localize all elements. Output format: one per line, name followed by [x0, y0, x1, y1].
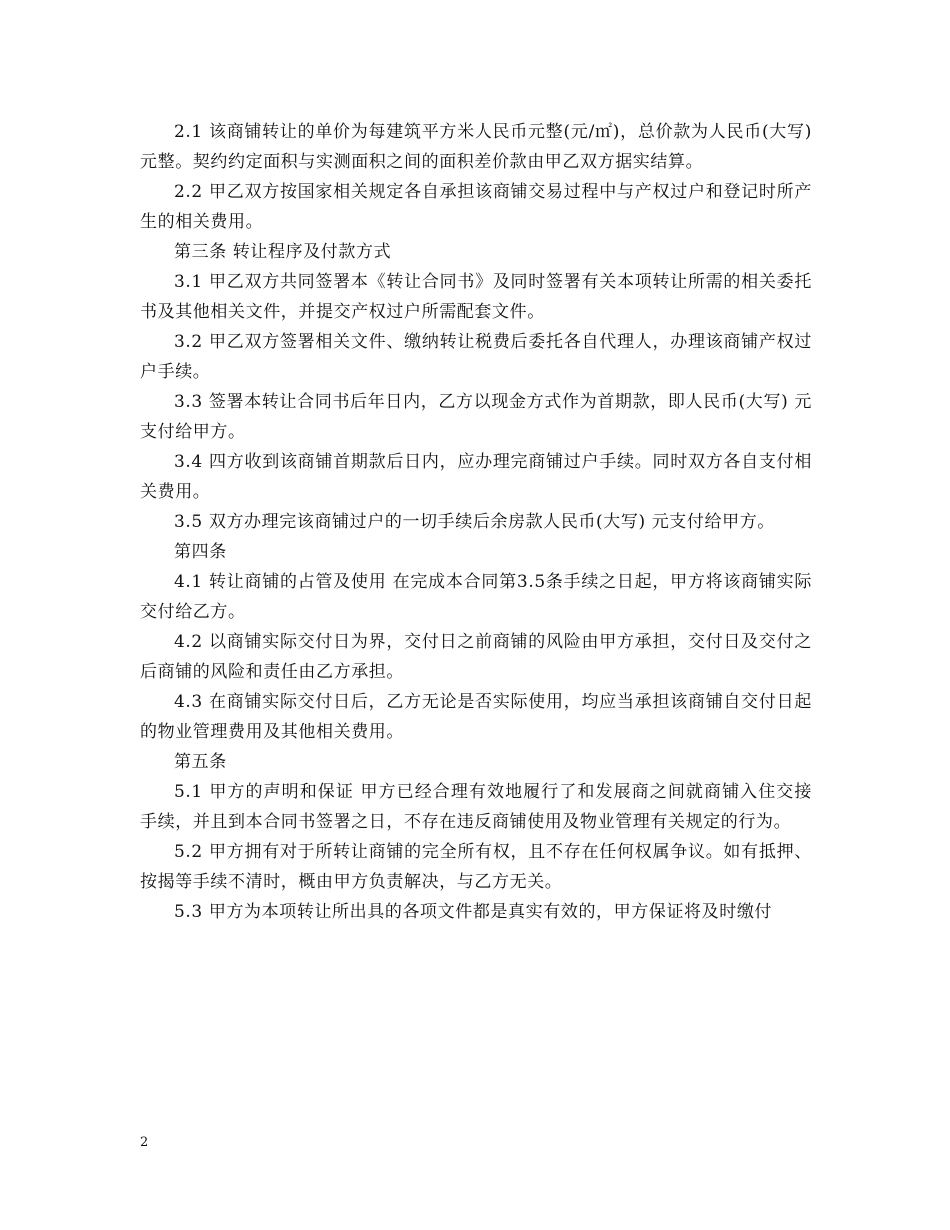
clause-5-3: 5.3 甲方为本项转让所出具的各项文件都是真实有效的，甲方保证将及时缴付	[174, 902, 773, 922]
clause-3-5: 3.5 双方办理完该商铺过户的一切手续后余房款人民币(大写) 元支付给甲方。	[174, 512, 775, 532]
clause-2-1: 2.1 该商铺转让的单价为每建筑平方米人民币元整(元/㎡)，总价款为人民币(大写) 元整。契约约定面积与实测面积之间的面积差价款由甲乙双方据实结算。	[140, 122, 812, 172]
clause-3-2: 3.2 甲乙双方签署相关文件、缴纳转让税费后委托各自代理人，办理该商铺产权过户手续。	[140, 332, 812, 382]
clause-4-3: 4.3 在商铺实际交付日后，乙方无论是否实际使用，均应当承担该商铺自交付日起的物业管理费用及其他相关费用。	[140, 692, 812, 742]
article-4-heading: 第四条	[174, 542, 227, 562]
page-number: 2	[140, 1135, 149, 1150]
clause-4-2: 4.2 以商铺实际交付日为界，交付日之前商铺的风险由甲方承担，交付日及交付之后商铺的风险和责任由乙方承担。	[140, 632, 812, 682]
document-body	[140, 117, 812, 927]
clause-3-3: 3.3 签署本转让合同书后年日内，乙方以现金方式作为首期款，即人民币(大写) 元支付给甲方。	[140, 392, 812, 442]
clause-5-1: 5.1 甲方的声明和保证 甲方已经合理有效地履行了和发展商之间就商铺入住交接手续，并且到本合同书签署之日，不存在违反商铺使用及物业管理有关规定的行为。	[140, 782, 812, 832]
clause-4-1: 4.1 转让商铺的占管及使用 在完成本合同第3.5条手续之日起，甲方将该商铺实际交付给乙方。	[140, 572, 812, 622]
clause-3-1: 3.1 甲乙双方共同签署本《转让合同书》及同时签署有关本项转让所需的相关委托书及其他相关文件，并提交产权过户所需配套文件。	[140, 272, 812, 322]
clause-3-4: 3.4 四方收到该商铺首期款后日内，应办理完商铺过户手续。同时双方各自支付相关费用。	[140, 452, 812, 502]
clause-2-2: 2.2 甲乙双方按国家相关规定各自承担该商铺交易过程中与产权过户和登记时所产生的相关费用。	[140, 182, 812, 232]
article-5-heading: 第五条	[174, 752, 227, 772]
article-3-heading: 第三条 转让程序及付款方式	[174, 242, 392, 262]
clause-5-2: 5.2 甲方拥有对于所转让商铺的完全所有权，且不存在任何权属争议。如有抵押、按揭等手续不清时，概由甲方负责解决，与乙方无关。	[140, 842, 812, 892]
